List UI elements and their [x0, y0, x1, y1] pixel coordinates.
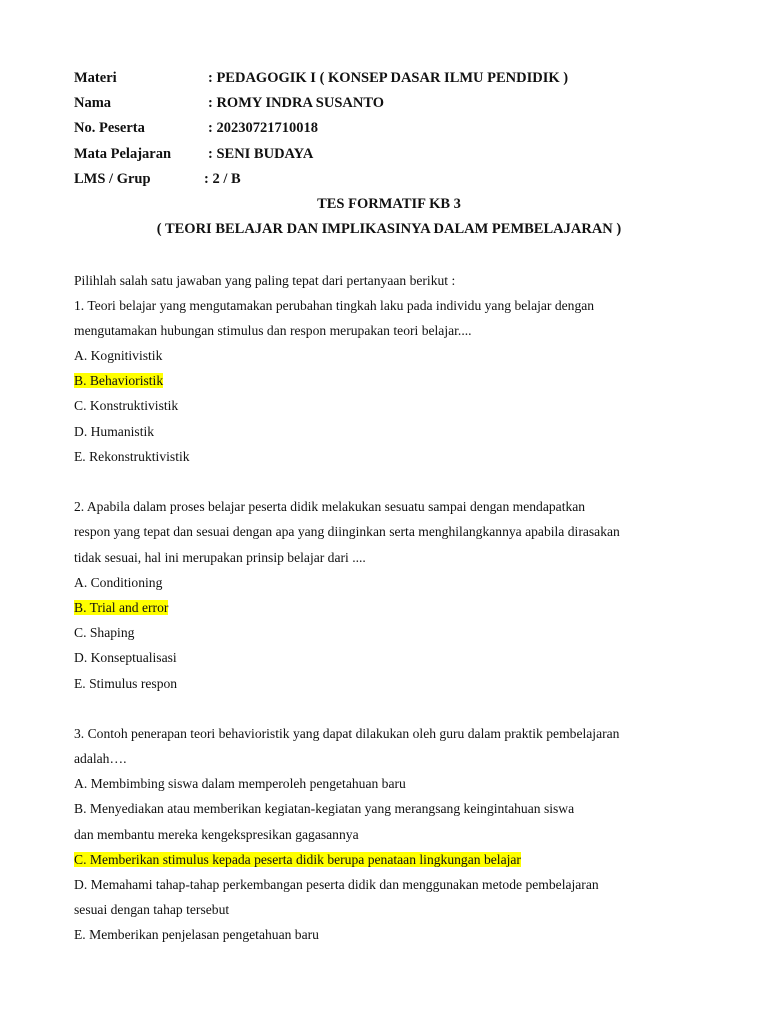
q3-option-b-continued: [74, 822, 704, 847]
lms-label: LMS / Grup: [74, 170, 151, 187]
q3-option-c-answer: [74, 847, 704, 872]
q2-option-e: [74, 671, 704, 696]
q2-option-c: [74, 620, 704, 645]
document-page: [74, 66, 704, 948]
question-2-line: respon yang tepat dan sesuai dengan apa yang diinginkan serta menghilangkannya apabila dirasakan: [74, 524, 620, 540]
spacer: [74, 696, 704, 721]
option-text: B. Menyediakan atau memberikan kegiatan-kegiatan yang merangsang keingintahuan siswa: [74, 801, 575, 817]
option-text: E. Memberikan penjelasan pengetahuan baru: [74, 927, 319, 943]
nama-label: Nama: [74, 95, 112, 112]
option-text: dan membantu mereka kengekspresikan gagasannya: [74, 826, 359, 842]
option-text: C. Shaping: [74, 625, 135, 641]
highlighted-answer: B. Trial and error: [74, 599, 169, 615]
instruction: Pilihlah salah satu jawaban yang paling tepat dari pertanyaan berikut :: [74, 272, 456, 288]
peserta-value: : 20230721710018: [208, 120, 318, 137]
option-text: D. Konseptualisasi: [74, 650, 177, 666]
q3-option-a: [74, 771, 704, 796]
info-row-materi: [74, 66, 704, 91]
question-3-line: 3. Contoh penerapan teori behavioristik yang dapat dilakukan oleh guru dalam praktik pembelajaran: [74, 725, 620, 741]
q1-option-b-answer: [74, 368, 704, 393]
q1-option-a: [74, 343, 704, 368]
materi-label: Materi: [74, 70, 117, 86]
question-1-line: 1. Teori belajar yang mengutamakan perubahan tingkah laku pada individu yang belajar dengan: [74, 297, 595, 313]
info-row-nama: [74, 91, 704, 116]
spacer: [74, 469, 704, 494]
question-2-line: tidak sesuai, hal ini merupakan prinsip belajar dari ....: [74, 549, 366, 565]
option-text: D. Humanistik: [74, 423, 155, 439]
option-text: A. Conditioning: [74, 574, 163, 590]
q1-option-d: [74, 419, 704, 444]
option-text: A. Kognitivistik: [74, 348, 163, 364]
peserta-label: No. Peserta: [74, 120, 145, 137]
test-title: TES FORMATIF KB 3: [317, 195, 461, 212]
option-text: C. Konstruktivistik: [74, 398, 179, 414]
option-text: E. Rekonstruktivistik: [74, 448, 190, 464]
q1-option-e: [74, 444, 704, 469]
info-row-mapel: [74, 142, 704, 167]
q2-option-b-answer: [74, 595, 704, 620]
info-row-lms: [74, 167, 704, 192]
q3-option-d-continued: [74, 897, 704, 922]
spacer: [74, 242, 704, 267]
q1-option-c: [74, 393, 704, 418]
materi-value: : PEDAGOGIK I ( KONSEP DASAR ILMU PENDIDIK ): [208, 70, 569, 86]
q3-option-d: [74, 872, 704, 897]
question-3-line: adalah….: [74, 751, 127, 767]
option-text: A. Membimbing siswa dalam memperoleh pengetahuan baru: [74, 776, 406, 792]
option-text: E. Stimulus respon: [74, 675, 178, 691]
test-subtitle: ( TEORI BELAJAR DAN IMPLIKASINYA DALAM PEMBELAJARAN ): [156, 221, 622, 238]
q3-option-e: [74, 922, 704, 947]
option-text: D. Memahami tahap-tahap perkembangan peserta didik dan menggunakan metode pembelajaran: [74, 877, 599, 892]
question-1-line: mengutamakan hubungan stimulus dan respon merupakan teori belajar....: [74, 322, 472, 338]
highlighted-answer: C. Memberikan stimulus kepada peserta didik berupa penataan lingkungan belajar: [74, 851, 521, 867]
mapel-value: : SENI BUDAYA: [208, 145, 314, 162]
info-row-peserta: [74, 116, 704, 141]
nama-value: : ROMY INDRA SUSANTO: [208, 95, 385, 112]
q2-option-a: [74, 570, 704, 595]
question-2-line: 2. Apabila dalam proses belajar peserta didik melakukan sesuatu sampai dengan mendapatkan: [74, 499, 586, 515]
highlighted-answer: B. Behavioristik: [74, 373, 164, 389]
q3-option-b: [74, 796, 704, 821]
q2-option-d: [74, 645, 704, 670]
lms-value: : 2 / B: [204, 170, 241, 187]
mapel-label: Mata Pelajaran: [74, 145, 172, 162]
option-text: sesuai dengan tahap tersebut: [74, 902, 230, 918]
